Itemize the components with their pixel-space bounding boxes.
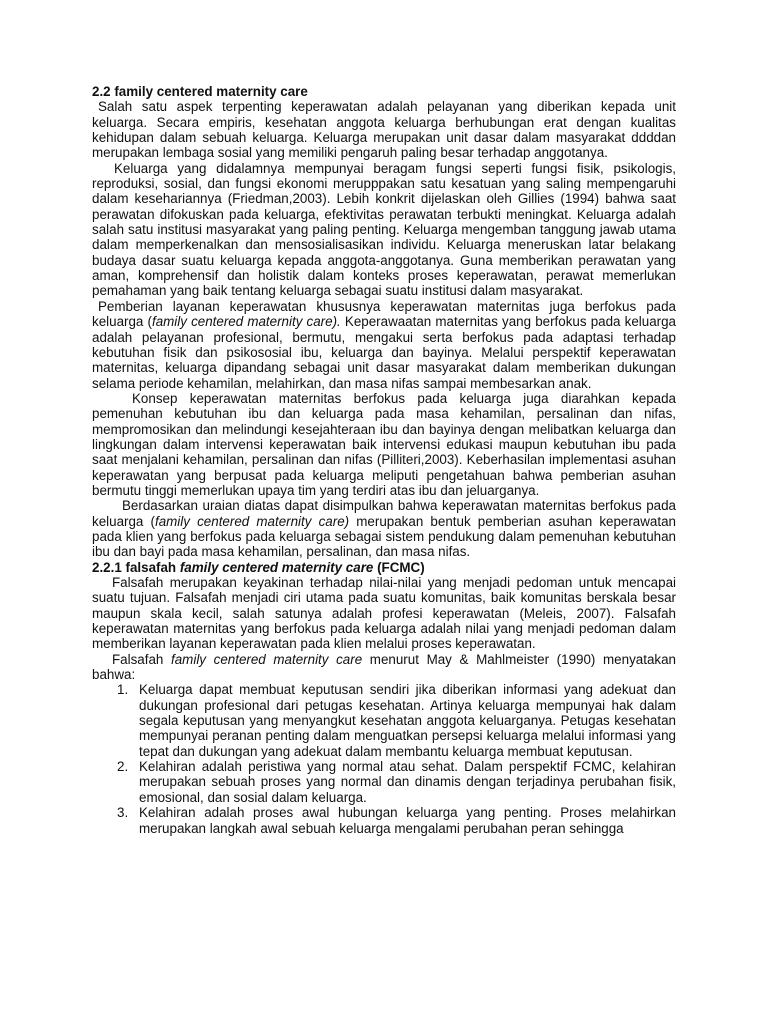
list-number: 3. xyxy=(117,805,129,821)
text-run: Falsafah xyxy=(112,651,172,667)
paragraph-concept: Konsep keperawatan maternitas berfokus pada keluarga juga diarahkan kepada pemenuhan kebutuhan ibu dan keluarga pada masa kehamilan, persalinan dan nifas, mempromosikan dan melindungi kesejahteraan ibu dan bayinya dengan melibatkan keluarga dan lingkungan dalam intervensi keperawatan baik intervensi edukasi maupun kebutuhan ibu pada saat menjalani kehamilan, persalinan dan nifas (Pilliteri,2003). Keberhasilan implementasi asuhan keperawatan yang berpusat pada keluarga meliputi pengetahuan bahwa pemberian asuhan bermutu tinggi memerlukan upaya tim yang terdiri atas ibu dan jeluarganya. xyxy=(92,390,676,498)
text-run: Berdasarkan uraian diatas dapat disimpulkan bahwa keperawatan maternitas berfokus pada keluarga ( xyxy=(92,498,676,529)
italic-term: family centered maternity care). xyxy=(151,314,341,330)
list-item-text: Kelahiran adalah peristiwa yang normal atau sehat. Dalam perspektif FCMC, kelahiran merupakan sebuah proses yang normal dan dinamis dengan terjadinya perubahan fisik, emosional, dan sosial dalam keluarga. xyxy=(139,759,676,805)
subsection-heading xyxy=(92,560,676,575)
list-number: 1. xyxy=(117,682,129,698)
text-run: merupakan bentuk pemberian asuhan keperawatan pada klien yang berfokus pada keluarga sebagai sistem pendukung dalam pemenuhan kebutuhan ibu dan bayi pada masa kehamilan, persalinan, dan masa nifas. xyxy=(92,513,676,560)
list-item-text: Keluarga dapat membuat keputusan sendiri jika diberikan informasi yang adekuat dan dukungan profesional dari petugas kesehatan. Artinya keluarga mempunyai hak dalam segala keputusan yang menyangkut kesehatan anggota keluarganya. Petugas kesehatan mempunyai peranan penting dalam menguatkan persepsi keluarga melalui informasi yang tepat dan dukungan yang adekuat dalam membantu keluarga membuat keputusan. xyxy=(139,682,676,759)
paragraph-family-functions: Keluarga yang didalamnya mempunyai beragam fungsi seperti fungsi fisik, psikologis, reproduksi, sosial, dan fungsi ekonomi merupppakan satu kesatuan yang saling mempengaruhi dalam kesehariannya (Friedman,2003). Lebih konkrit dijelaskan oleh Gillies (1994) bahwa saat perawatan difokuskan pada keluarga, efektivitas perawatan terbukti meningkat. Keluarga adalah salah satu institusi masyarakat yang paling penting. Keluarga mengemban tanggung jawab utama dalam memperkenalkan dan mensosialisasikan individu. Keluarga meneruskan latar belakang budaya dasar suatu keluarga kepada anggota-anggotanya. Guna memberikan perawatan yang aman, komprehensif dan holistik dalam konteks proses keperawatan, perawat memerlukan pemahaman yang baik tentang keluarga sebagai suatu institusi dalam masyarakat. xyxy=(92,160,676,299)
list-item xyxy=(117,805,676,836)
heading-prefix: 2.2.1 falsafah xyxy=(92,559,180,575)
text-run: Keperawaatan maternitas yang berfokus pada keluarga adalah pelayanan profesional, bermutu, mengakui serta berfokus pada adaptasi terhadap kebutuhan fisik dan psikososial ibu, keluarga dan bayinya. Melalui perspektif keperawatan maternitas, keluarga dipandang sebagai unit dasar masyarakat dalam memberikan dukungan selama periode kehamilan, melahirkan, dan masa nifas sampai membesarkan anak. xyxy=(92,314,676,391)
list-item-text: Kelahiran adalah proses awal hubungan keluarga yang penting. Proses melahirkan merupakan langkah awal sebuah keluarga mengalami perubahan peran sehingga xyxy=(139,805,676,836)
heading-suffix: (FCMC) xyxy=(373,559,425,575)
paragraph-maternity-service xyxy=(92,299,676,391)
list-number: 2. xyxy=(117,759,129,775)
italic-term: family centered maternity care xyxy=(171,651,363,667)
list-item xyxy=(117,682,676,759)
heading-italic: family centered maternity care xyxy=(179,559,374,575)
italic-term: family centered maternity care) xyxy=(154,513,350,529)
paragraph-intro: Salah satu aspek terpenting keperawatan adalah pelayanan yang diberikan kepada unit keluarga. Secara empiris, kesehatan anggota keluarga berhubungan erat dengan kualitas kehidupan dalam sebuah keluarga. Keluarga merupakan unit dasar dalam masyarakat ddddan merupakan lembaga sosial yang memiliki pengaruh paling besar terhadap anggotanya. xyxy=(92,99,676,161)
numbered-list xyxy=(92,682,676,835)
text-run: Pemberian layanan keperawatan khususnya keperawatan maternitas juga berfokus pada keluarga ( xyxy=(92,298,676,330)
document-page xyxy=(92,84,676,836)
paragraph-list-intro xyxy=(92,652,676,683)
paragraph-conclusion xyxy=(92,498,676,559)
list-item xyxy=(117,759,676,805)
paragraph-falsafah: Falsafah merupakan keyakinan terhadap nilai-nilai yang menjadi pedoman untuk mencapai suatu tujuan. Falsafah menjadi ciri utama pada suatu komunitas, baik komunitas berskala besar maupun skala kecil, salah satunya adalah profesi keperawatan (Meleis, 2007). Falsafah keperawatan maternitas yang berfokus pada keluarga adalah nilai yang menjadi pedoman dalam memberikan layanan keperawatan pada klien melalui proses keperawatan. xyxy=(92,575,676,652)
text-run: menurut May & Mahlmeister (1990) menyatakan bahwa: xyxy=(92,651,676,683)
section-heading: 2.2 family centered maternity care xyxy=(92,84,308,99)
